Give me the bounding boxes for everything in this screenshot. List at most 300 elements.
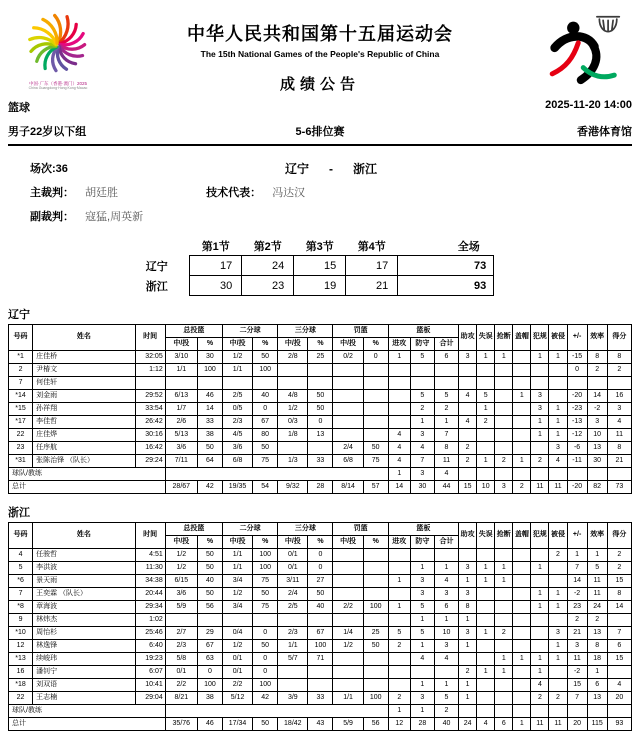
stat-cell: 50 xyxy=(363,640,388,653)
stat-cell: 5/7 xyxy=(278,653,308,666)
stat-cell: 40 xyxy=(197,575,222,588)
player-number-cell: *6 xyxy=(9,575,33,588)
stat-cell xyxy=(495,640,513,653)
stat-cell: 1/2 xyxy=(222,640,252,653)
stat-cell xyxy=(363,614,388,627)
stat-cell xyxy=(531,364,549,377)
stat-cell xyxy=(222,377,252,390)
stat-cell: 35/76 xyxy=(165,718,197,731)
stat-cell xyxy=(459,429,477,442)
stat-cell xyxy=(513,416,531,429)
player-name-cell: 林炜杰 xyxy=(33,614,135,627)
stat-cell: 67 xyxy=(253,416,278,429)
stat-cell: 38 xyxy=(197,692,222,705)
stat-cell: 1 xyxy=(513,718,531,731)
games-title-cn: 中华人民共和国第十五届运动会 xyxy=(187,24,453,44)
stat-cell xyxy=(308,679,333,692)
stat-cell: 1 xyxy=(549,588,567,601)
stat-header-cell: 抢断 xyxy=(495,325,513,351)
stat-cell: 4/5 xyxy=(222,429,252,442)
stat-header-cell: 罚篮 xyxy=(333,523,388,536)
stat-cell: 2 xyxy=(549,692,567,705)
stat-cell: 6 xyxy=(587,679,607,692)
home-stats-table-container xyxy=(8,324,632,494)
stat-cell: 1 xyxy=(531,562,549,575)
stat-cell xyxy=(410,549,434,562)
stat-cell xyxy=(363,575,388,588)
stat-cell xyxy=(495,705,513,718)
stat-cell: 1 xyxy=(388,468,410,481)
stat-cell xyxy=(549,575,567,588)
player-name-cell: 王奕霖 （队长） xyxy=(33,588,135,601)
player-number-cell: *14 xyxy=(9,390,33,403)
stat-cell: 50 xyxy=(308,588,333,601)
away-team-name: 浙江 xyxy=(353,162,378,176)
score-cell: 23 xyxy=(242,276,294,296)
group-label: 男子22岁以下组 xyxy=(8,126,87,138)
stat-cell xyxy=(513,377,531,390)
games-logo xyxy=(8,6,108,90)
stat-cell: 1 xyxy=(459,692,477,705)
stat-cell xyxy=(477,653,495,666)
stat-cell: 1/2 xyxy=(278,403,308,416)
stat-cell xyxy=(513,588,531,601)
player-name-cell: 任序航 xyxy=(33,442,135,455)
stat-header-cell: 合计 xyxy=(434,536,458,549)
stat-cell xyxy=(531,468,549,481)
stat-cell: 3/4 xyxy=(222,575,252,588)
stat-cell: 11 xyxy=(531,718,549,731)
player-row xyxy=(9,562,632,575)
stat-cell: 7 xyxy=(607,627,631,640)
stat-cell: 8 xyxy=(587,351,607,364)
player-row xyxy=(9,416,632,429)
stat-cell xyxy=(278,377,308,390)
sport-label: 篮球 xyxy=(8,102,30,114)
stat-cell: 1 xyxy=(410,705,434,718)
stat-cell: 0/2 xyxy=(333,351,363,364)
stat-cell: 9/32 xyxy=(278,481,308,494)
stat-cell: 100 xyxy=(253,679,278,692)
stat-cell xyxy=(477,692,495,705)
stat-cell: 1 xyxy=(477,455,495,468)
stat-cell xyxy=(513,679,531,692)
stat-cell: 11 xyxy=(567,653,587,666)
player-number-cell: 7 xyxy=(9,588,33,601)
stat-cell: 1 xyxy=(531,351,549,364)
stat-cell: 1 xyxy=(459,640,477,653)
stat-cell: 50 xyxy=(308,403,333,416)
stat-cell: 0 xyxy=(308,549,333,562)
stat-cell: 1 xyxy=(513,653,531,666)
referee-label: 主裁判： xyxy=(30,187,74,199)
player-number-cell: 7 xyxy=(9,377,33,390)
stat-cell: 14 xyxy=(607,601,631,614)
player-name-cell: 章海波 xyxy=(33,601,135,614)
stat-cell xyxy=(549,666,567,679)
stat-cell: 20:44 xyxy=(135,588,165,601)
stat-cell: 0 xyxy=(197,666,222,679)
player-number-cell: 22 xyxy=(9,429,33,442)
player-name-cell: 周怡杉 xyxy=(33,627,135,640)
stat-cell xyxy=(477,588,495,601)
stat-cell: 1 xyxy=(410,562,434,575)
stat-cell: 93 xyxy=(607,718,631,731)
stat-header-cell: 三分球 xyxy=(278,523,333,536)
stat-cell: 75 xyxy=(253,575,278,588)
stat-cell: 1 xyxy=(477,666,495,679)
stat-cell: 11 xyxy=(531,481,549,494)
player-number-cell: *18 xyxy=(9,679,33,692)
stat-header-cell: 犯规 xyxy=(531,523,549,549)
stat-cell xyxy=(549,364,567,377)
score-cell: 17 xyxy=(346,256,398,276)
stat-cell xyxy=(363,403,388,416)
total-row xyxy=(9,718,632,731)
stat-header-cell: % xyxy=(308,536,333,549)
stat-cell xyxy=(308,442,333,455)
stat-cell xyxy=(477,601,495,614)
stat-cell: 1 xyxy=(388,705,410,718)
player-row xyxy=(9,549,632,562)
stat-cell: 3 xyxy=(495,481,513,494)
score-cell: 19 xyxy=(294,276,346,296)
games-title-en: The 15th National Games of the People's Republic of China xyxy=(200,49,440,59)
stat-cell xyxy=(477,679,495,692)
quarter-header: 第2节 xyxy=(253,240,282,253)
player-number-cell: *10 xyxy=(9,627,33,640)
stat-cell: 4 xyxy=(459,390,477,403)
stat-cell: 2/2 xyxy=(333,601,363,614)
stat-header-cell: % xyxy=(363,338,388,351)
stat-cell xyxy=(495,679,513,692)
match-info xyxy=(8,160,632,224)
stat-cell xyxy=(333,575,363,588)
stat-cell: 5/13 xyxy=(165,429,197,442)
stat-cell: 24 xyxy=(459,718,477,731)
stat-cell: 13 xyxy=(587,692,607,705)
stat-cell: 30:16 xyxy=(135,429,165,442)
meta-bar xyxy=(8,99,632,146)
stat-cell: 30 xyxy=(587,455,607,468)
stat-cell: 1 xyxy=(477,627,495,640)
stat-cell: 14 xyxy=(567,575,587,588)
stat-cell: 10 xyxy=(434,627,458,640)
stat-cell xyxy=(567,468,587,481)
stat-cell: 2 xyxy=(607,562,631,575)
stat-cell: 29 xyxy=(197,627,222,640)
stat-cell: 1/4 xyxy=(333,627,363,640)
stat-cell: 1 xyxy=(531,429,549,442)
stat-cell xyxy=(388,614,410,627)
stat-cell: 0/1 xyxy=(165,666,197,679)
stat-cell: 40 xyxy=(434,718,458,731)
stat-cell: 100 xyxy=(363,692,388,705)
stat-cell: 5 xyxy=(388,627,410,640)
referee-name: 胡廷胜 xyxy=(85,187,119,199)
player-name-cell: 王志楠 xyxy=(33,692,135,705)
stat-cell xyxy=(388,588,410,601)
stat-cell: 10 xyxy=(477,481,495,494)
stat-cell: 27 xyxy=(308,575,333,588)
player-number-cell: 23 xyxy=(9,442,33,455)
stat-cell xyxy=(477,364,495,377)
quarter-header-spacer xyxy=(146,236,190,256)
stat-cell: 100 xyxy=(253,549,278,562)
round-label: 5-6排位赛 xyxy=(295,126,345,138)
player-row xyxy=(9,351,632,364)
stat-header-cell: 效率 xyxy=(587,325,607,351)
player-row xyxy=(9,614,632,627)
total-row xyxy=(9,481,632,494)
stat-cell: 34:38 xyxy=(135,575,165,588)
stat-header-cell: 号码 xyxy=(9,523,33,549)
stat-cell xyxy=(477,705,495,718)
player-number-cell: 9 xyxy=(9,614,33,627)
stat-cell: 0/4 xyxy=(222,627,252,640)
stat-cell xyxy=(308,377,333,390)
stat-cell xyxy=(333,666,363,679)
stat-cell xyxy=(278,679,308,692)
assistant-referee-names: 寇猛,周英新 xyxy=(85,211,144,223)
stat-header-cell: 中/投 xyxy=(165,338,197,351)
stat-cell: -6 xyxy=(567,442,587,455)
quarter-score-table xyxy=(146,236,495,296)
tech-rep-label: 技术代表： xyxy=(206,187,262,199)
stat-cell xyxy=(434,364,458,377)
stat-cell: 14 xyxy=(197,403,222,416)
stat-cell: 3 xyxy=(587,416,607,429)
stat-cell: -15 xyxy=(567,351,587,364)
stat-cell: 1 xyxy=(434,679,458,692)
stat-header-cell: 盖帽 xyxy=(513,325,531,351)
stat-cell: 14 xyxy=(388,481,410,494)
stat-cell: 0 xyxy=(567,364,587,377)
stat-cell xyxy=(410,377,434,390)
stat-cell: 3/4 xyxy=(222,601,252,614)
player-name-cell: 李洪波 xyxy=(33,562,135,575)
player-number-cell: 5 xyxy=(9,562,33,575)
datetime-label: 2025-11-20 14:00 xyxy=(545,99,632,111)
stat-cell xyxy=(363,364,388,377)
stat-cell: 50 xyxy=(363,442,388,455)
stat-cell: 3 xyxy=(549,627,567,640)
stat-cell: 50 xyxy=(197,549,222,562)
stat-cell xyxy=(567,377,587,390)
stat-cell: -23 xyxy=(567,403,587,416)
matchup-title xyxy=(30,160,632,177)
stat-cell: -13 xyxy=(567,416,587,429)
stat-cell: 1 xyxy=(495,351,513,364)
away-score-row xyxy=(146,276,494,296)
stat-cell xyxy=(363,549,388,562)
stat-cell: 5/8 xyxy=(165,653,197,666)
stat-cell xyxy=(388,679,410,692)
stat-cell: 73 xyxy=(607,481,631,494)
stat-cell: 1/2 xyxy=(165,549,197,562)
stat-cell: 1 xyxy=(477,562,495,575)
stat-cell xyxy=(549,705,567,718)
stat-cell xyxy=(165,377,197,390)
stat-cell: 0/1 xyxy=(222,653,252,666)
stat-cell xyxy=(607,377,631,390)
stat-cell: 1 xyxy=(477,403,495,416)
total-label: 总计 xyxy=(9,718,166,731)
stat-cell: 3 xyxy=(410,575,434,588)
stat-cell: 1 xyxy=(567,549,587,562)
player-name-cell: 潘钊宁 xyxy=(33,666,135,679)
stat-cell: 0/1 xyxy=(278,562,308,575)
stat-cell: 3 xyxy=(531,403,549,416)
stat-cell xyxy=(363,653,388,666)
stat-cell xyxy=(253,377,278,390)
stat-cell: 75 xyxy=(363,455,388,468)
stat-cell xyxy=(459,653,477,666)
stat-cell xyxy=(197,614,222,627)
stat-header-cell: 总投篮 xyxy=(165,325,222,338)
stat-cell xyxy=(549,468,567,481)
stat-cell: 4 xyxy=(607,416,631,429)
stat-header-cell: 被侵 xyxy=(549,325,567,351)
player-number-cell: 22 xyxy=(9,692,33,705)
stat-cell: 17/34 xyxy=(222,718,252,731)
stat-header-cell: 被侵 xyxy=(549,523,567,549)
stat-cell xyxy=(388,653,410,666)
player-row xyxy=(9,653,632,666)
stat-cell xyxy=(388,390,410,403)
stat-cell xyxy=(388,377,410,390)
stat-cell: 11:30 xyxy=(135,562,165,575)
stat-cell: 2 xyxy=(459,455,477,468)
stat-cell: 3 xyxy=(459,351,477,364)
stat-cell: 1 xyxy=(531,653,549,666)
stat-cell: 3/6 xyxy=(222,442,252,455)
stat-cell: 1 xyxy=(531,601,549,614)
stat-cell: 1 xyxy=(549,640,567,653)
stat-cell: 40 xyxy=(253,390,278,403)
stat-cell: 1/8 xyxy=(278,429,308,442)
team-coach-row xyxy=(9,705,632,718)
stat-cell: 1 xyxy=(549,429,567,442)
stat-cell: 30 xyxy=(197,351,222,364)
stat-cell: 4 xyxy=(434,468,458,481)
stat-cell: 0 xyxy=(308,562,333,575)
stat-cell: 6/13 xyxy=(165,390,197,403)
stat-cell xyxy=(165,468,388,481)
stat-header-cell: % xyxy=(197,536,222,549)
stat-cell: 115 xyxy=(587,718,607,731)
stat-cell xyxy=(333,614,363,627)
stat-cell: 2 xyxy=(567,614,587,627)
stat-header-cell: % xyxy=(253,338,278,351)
quarter-header: 第1节 xyxy=(201,240,230,253)
player-row xyxy=(9,679,632,692)
stat-cell xyxy=(495,416,513,429)
stat-cell: 2/5 xyxy=(278,601,308,614)
stat-cell: 4 xyxy=(410,653,434,666)
stat-cell: 1/1 xyxy=(222,562,252,575)
stat-cell: 1 xyxy=(531,588,549,601)
stat-cell: 1:12 xyxy=(135,364,165,377)
stat-cell: 28 xyxy=(410,718,434,731)
stat-cell xyxy=(308,666,333,679)
stat-cell: 50 xyxy=(308,390,333,403)
stat-cell xyxy=(513,429,531,442)
stat-cell: 0 xyxy=(253,666,278,679)
stat-cell: 2 xyxy=(388,692,410,705)
stat-header-cell: 得分 xyxy=(607,523,631,549)
total-score-cell: 73 xyxy=(398,256,494,276)
stat-cell: 0 xyxy=(253,403,278,416)
stat-cell xyxy=(549,377,567,390)
stat-cell xyxy=(253,614,278,627)
stat-cell: 42 xyxy=(253,692,278,705)
stat-cell: 11 xyxy=(549,481,567,494)
stat-cell: 15 xyxy=(607,653,631,666)
stat-cell: 21 xyxy=(607,455,631,468)
stat-cell: 1/2 xyxy=(333,640,363,653)
stat-cell: 18/42 xyxy=(278,718,308,731)
stat-cell: 33 xyxy=(308,455,333,468)
stat-cell: 6 xyxy=(607,640,631,653)
stat-cell xyxy=(278,614,308,627)
stat-cell: 6 xyxy=(434,351,458,364)
score-cell: 24 xyxy=(242,256,294,276)
stat-header-cell: 防守 xyxy=(410,536,434,549)
score-cell: 17 xyxy=(190,256,242,276)
stat-cell: -20 xyxy=(567,390,587,403)
stat-cell: 100 xyxy=(363,601,388,614)
player-number-cell: 2 xyxy=(9,364,33,377)
stat-header-cell: 盖帽 xyxy=(513,523,531,549)
stat-cell: 11 xyxy=(587,588,607,601)
stat-cell: 3 xyxy=(410,429,434,442)
stat-cell: 50 xyxy=(253,640,278,653)
stat-cell: 2 xyxy=(587,364,607,377)
stat-cell xyxy=(477,468,495,481)
stat-cell xyxy=(459,377,477,390)
stat-cell: 2 xyxy=(388,640,410,653)
stat-cell: -11 xyxy=(567,455,587,468)
stat-cell: 28/67 xyxy=(165,481,197,494)
stat-cell: 8/21 xyxy=(165,692,197,705)
stat-cell: 11 xyxy=(434,455,458,468)
player-row xyxy=(9,403,632,416)
stat-cell xyxy=(388,364,410,377)
stat-cell: 5/12 xyxy=(222,692,252,705)
stat-cell: 3 xyxy=(410,468,434,481)
stat-cell: 38 xyxy=(197,429,222,442)
stat-cell: 1:02 xyxy=(135,614,165,627)
stat-cell: 2 xyxy=(531,692,549,705)
stat-cell xyxy=(495,468,513,481)
stat-cell: 2 xyxy=(434,705,458,718)
player-name-cell: 林逸锋 xyxy=(33,640,135,653)
stat-header-cell: 号码 xyxy=(9,325,33,351)
stat-cell xyxy=(477,377,495,390)
stat-cell: 0/1 xyxy=(222,666,252,679)
stat-cell: 54 xyxy=(253,481,278,494)
stat-cell: 6:40 xyxy=(135,640,165,653)
stat-header-cell: 三分球 xyxy=(278,325,333,338)
stat-header-cell: 失误 xyxy=(477,325,495,351)
stat-cell: 46 xyxy=(197,718,222,731)
stat-cell xyxy=(607,666,631,679)
stat-cell xyxy=(531,377,549,390)
stat-cell: 7 xyxy=(567,562,587,575)
team-stats-table xyxy=(8,522,632,731)
quarter-header: 第3节 xyxy=(305,240,334,253)
